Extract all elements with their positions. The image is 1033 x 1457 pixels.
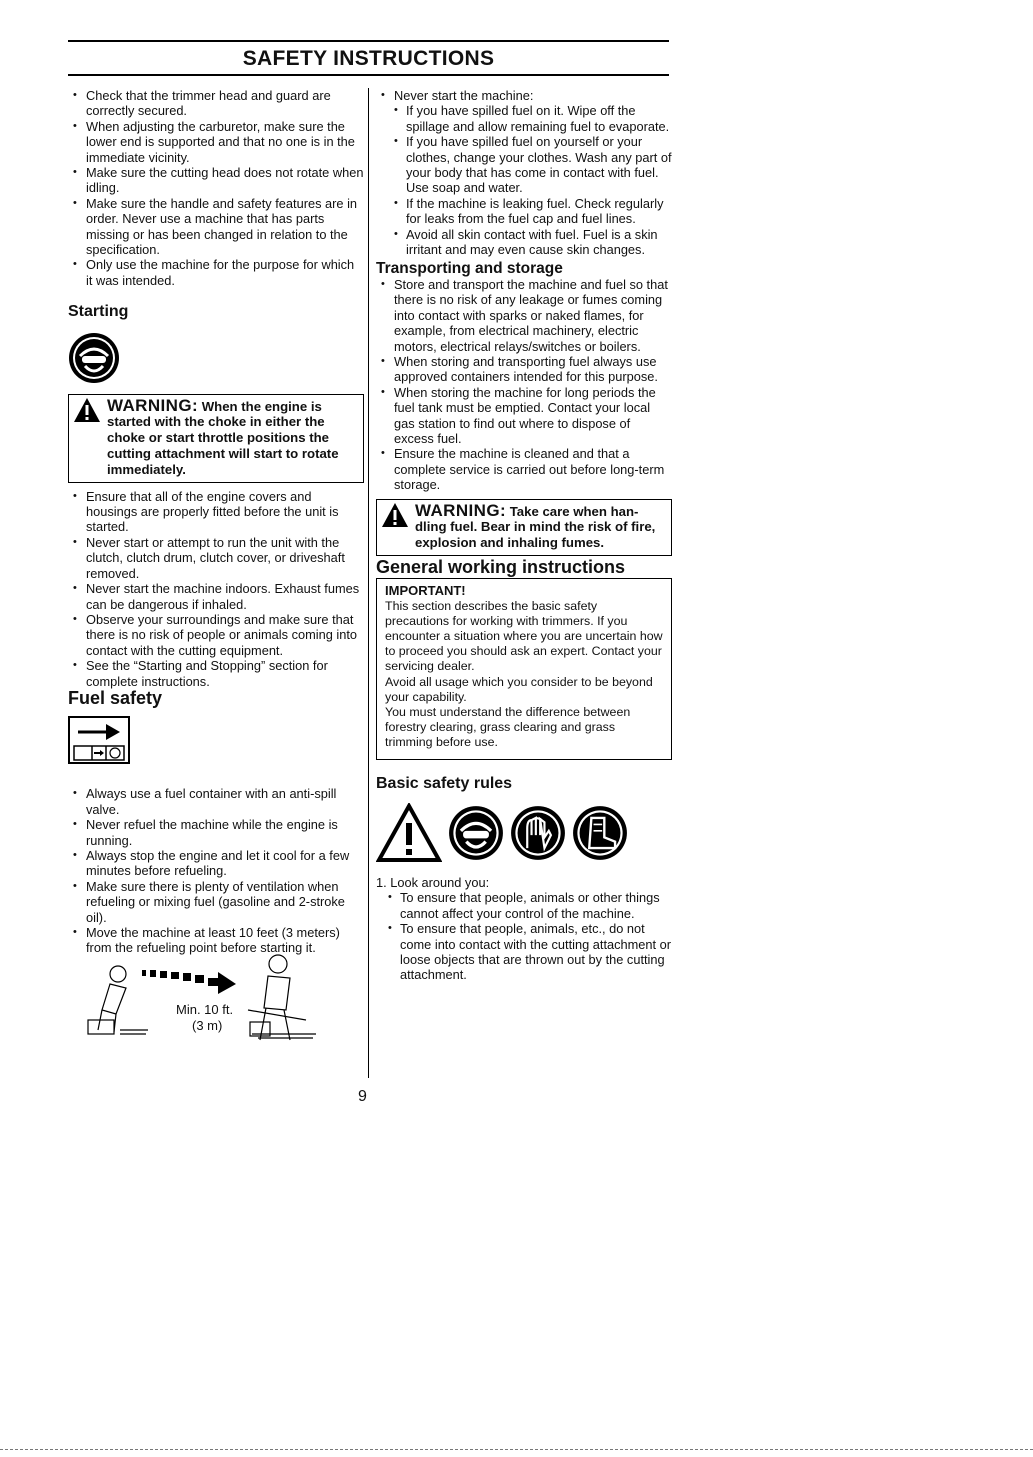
list-item: • If you have spilled fuel on yourself or your clothes, change your clothes. Wash any part of your body that has come in contact with fuel. Use soap and water. — [376, 134, 672, 196]
list-item: • Never refuel the machine while the engine is running. — [68, 817, 364, 848]
important-title: IMPORTANT! — [385, 583, 466, 599]
list-item: • If you have spilled fuel on it. Wipe off the spillage and allow remaining fuel to evaporate. — [376, 103, 672, 134]
transport-bullet-list — [376, 277, 672, 493]
list-item: • Check that the trimmer head and guard are correctly secured. — [68, 88, 364, 119]
warning-triangle-icon — [73, 397, 101, 423]
boots-icon — [572, 805, 628, 861]
list-item: • Never start or attempt to run the unit with the clutch, clutch drum, clutch cover, or driveshaft removed. — [68, 535, 364, 581]
never-start-sublist — [376, 103, 672, 257]
page-title: SAFETY INSTRUCTIONS — [68, 40, 669, 76]
list-item: • Store and transport the machine and fuel so that there is no risk of any leakage or fumes coming into contact with sparks or naked flames, for example, from electrical machinery, electric motors, electrical relays/switches or boilers. — [376, 277, 672, 354]
gloves-icon — [510, 805, 566, 861]
fuel-pictogram-icon — [68, 716, 364, 764]
starting-heading: Starting — [68, 303, 129, 321]
list-item: • Move the machine at least 10 feet (3 meters) from the refueling point before starting it. — [68, 925, 364, 956]
left-column — [68, 88, 364, 1050]
list-item: • To ensure that people, animals, etc., do not come into contact with the cutting attachment or loose objects that are thrown out by the cutting attachment. — [370, 921, 672, 983]
list-item: • Ensure the machine is cleaned and that a complete service is carried out before long-term storage. — [376, 446, 672, 492]
important-paragraph: This section describes the basic safety precautions for working with trimmers. If you encounter a situation where you are uncertain how to proceed you should ask an expert. Contact your servicing dealer. — [385, 598, 663, 674]
list-item: • If the machine is leaking fuel. Check regularly for leaks from the fuel cap and fuel lines. — [376, 196, 672, 227]
general-working-heading: General working instructions — [376, 556, 626, 577]
safety-icons-row — [376, 803, 672, 863]
basic-safety-heading: Basic safety rules — [376, 774, 513, 792]
warning-triangle-icon — [381, 502, 409, 528]
bottom-cut-line — [0, 1449, 1033, 1450]
fuel-safety-heading: Fuel safety — [68, 687, 163, 708]
right-column — [376, 88, 672, 983]
warning-text: dling fuel. Bear in mind the risk of fire, explosion and inhaling fumes. — [415, 519, 656, 551]
important-paragraph: Avoid all usage which you consider to be beyond your capability. — [385, 674, 653, 704]
warning-label: WARNING: — [107, 395, 199, 415]
list-item: • When storing the machine for long periods the fuel tank must be emptied. Contact your local gas station to find out where to dispose of excess fuel. — [376, 385, 672, 447]
list-item: • Always stop the engine and let it cool for a few minutes before refueling. — [68, 848, 364, 879]
warning-lead: Take care when han- — [506, 503, 639, 519]
page-number: 9 — [358, 1088, 367, 1105]
starting-bullet-list — [68, 489, 364, 689]
list-item: • See the “Starting and Stopping” section for complete instructions. — [68, 658, 364, 689]
warning-label: WARNING: — [415, 500, 507, 520]
rule-1-sublist — [370, 890, 672, 982]
fuel-bullet-list — [68, 786, 364, 955]
distance-label — [176, 1002, 233, 1034]
distance-label-feet: Min. 10 ft. — [176, 1001, 234, 1017]
list-item — [376, 88, 672, 257]
list-item: • Only use the machine for the purpose for which it was intended. — [68, 257, 364, 288]
list-item: • Always use a fuel container with an anti-spill valve. — [68, 786, 364, 817]
list-item: • Never start the machine indoors. Exhaust fumes can be dangerous if inhaled. — [68, 581, 364, 612]
list-item: • Make sure the handle and safety features are in order. Never use a machine that has parts missing or has been changed in relation to the specification. — [68, 196, 364, 258]
warning-box-choke — [68, 394, 364, 483]
warning-lead: When the engine is — [198, 398, 322, 414]
list-item: • Avoid all skin contact with fuel. Fuel is a skin irritant and may even cause skin changes. — [376, 227, 672, 258]
list-item: • Ensure that all of the engine covers and housings are properly fitted before the unit is started. — [68, 489, 364, 535]
rule-1: 1. Look around you: — [376, 875, 490, 890]
ear-eye-protection-icon — [448, 805, 504, 861]
column-divider — [368, 88, 369, 1078]
never-start-text: Never start the machine: — [394, 88, 534, 103]
warning-box-fuel — [376, 499, 672, 556]
never-start-list — [376, 88, 672, 257]
list-item: • Make sure there is plenty of ventilation when refueling or mixing fuel (gasoline and 2-stroke oil). — [68, 879, 364, 925]
list-item: • Observe your surroundings and make sure that there is no risk of people or animals coming into contact with the cutting equipment. — [68, 612, 364, 658]
distance-label-meters: (3 m) — [192, 1017, 223, 1033]
refuel-distance-drawing — [68, 950, 328, 1050]
intro-bullet-list — [68, 88, 364, 288]
warning-text: started with the choke in either the choke or start throttle positions the cutting attachment will start to rotate immediately. — [107, 414, 339, 477]
refuel-distance-illustration — [68, 950, 364, 1050]
list-item: • Make sure the cutting head does not rotate when idling. — [68, 165, 364, 196]
warning-triangle-icon — [376, 803, 442, 863]
list-item: • When storing and transporting fuel always use approved containers intended for this purpose. — [376, 354, 672, 385]
ear-eye-protection-icon — [68, 332, 364, 384]
important-paragraph: You must understand the difference between forestry clearing, grass clearing and grass trimming before use. — [385, 704, 631, 750]
list-item: • When adjusting the carburetor, make sure the lower end is supported and that no one is in the immediate vicinity. — [68, 119, 364, 165]
important-box — [376, 578, 672, 759]
transport-heading: Transporting and storage — [376, 260, 563, 278]
list-item: • To ensure that people, animals or other things cannot affect your control of the machine. — [370, 890, 672, 921]
